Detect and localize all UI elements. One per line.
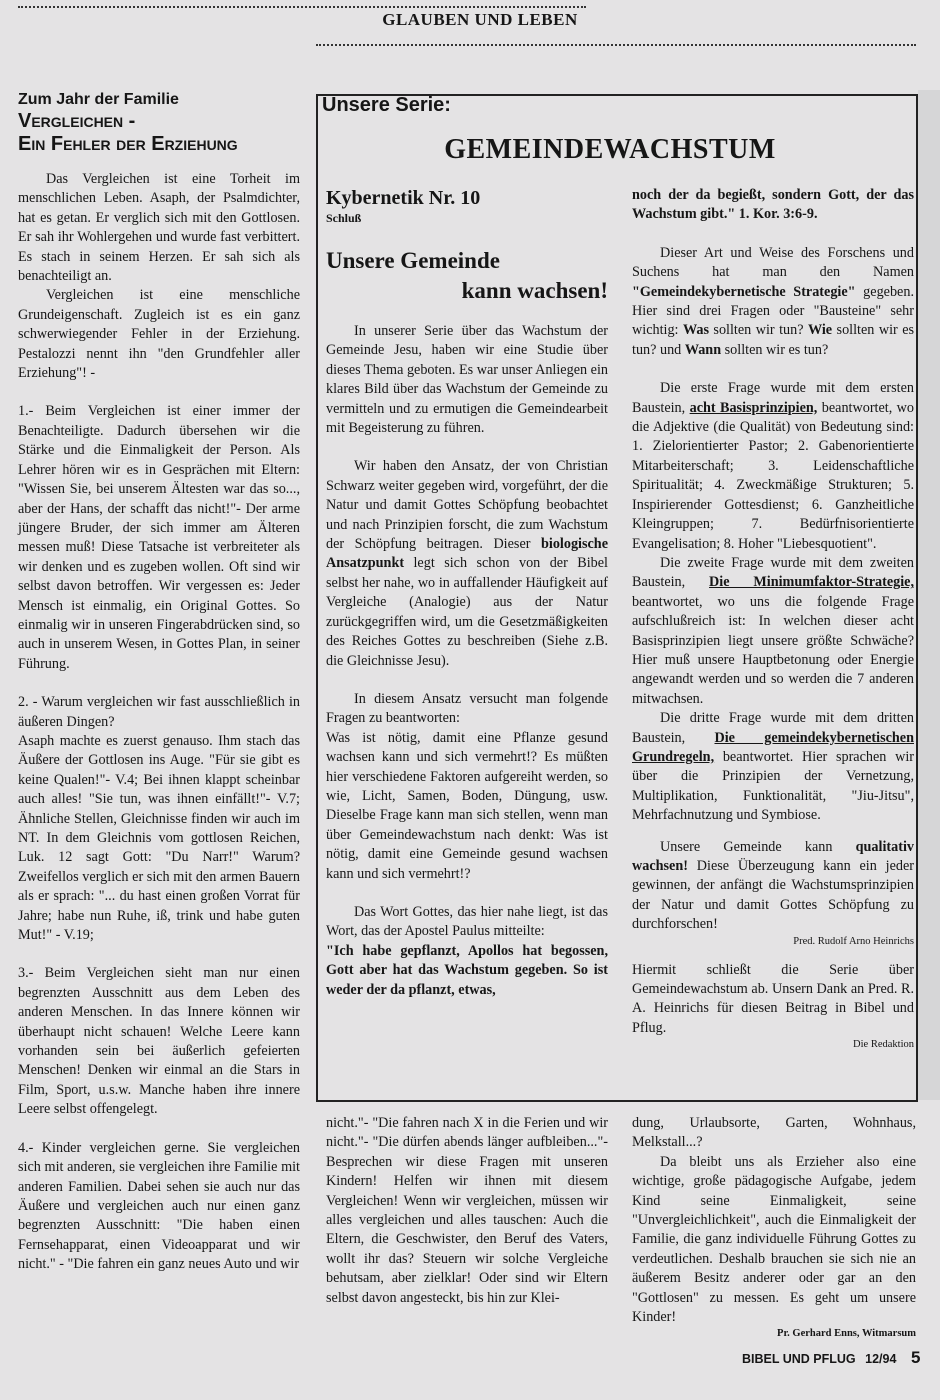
box-column-1 [326, 186, 608, 1000]
box-signature-1: Pred. Rudolf Arno Heinrichs [793, 935, 914, 947]
box-c2-quote-end: noch der da begießt, sondern Gott, der das Wachstum gibt." 1. Kor. 3:6-9. [632, 187, 914, 223]
box-column-2 [632, 186, 914, 1052]
header-rule-bottom [316, 44, 916, 46]
bottom-signature: Pr. Gerhard Enns, Witmarsum [777, 1328, 916, 1340]
article-kicker: Zum Jahr der Familie [18, 91, 179, 108]
left-paragraph-2: Vergleichen ist eine menschliche Grundeigenschaft. Zugleich ist es ein ganz schwerwiegender Fehler in der Erziehung. Pestalozzi nennt ihn "den Grundfehler aller Erziehung"! - [18, 287, 300, 382]
box-c2-paragraph-3: Die zweite Frage wurde mit dem zweiten Baustein, Die Minimumfaktor-Strategie, beantwortet, wo uns die folgende Frage aufschlußreich ist: In welchen dieser acht Basisprinzipien liegt unsere größte Schwäche? Hier muß unsere Hauptbetonung oder Energie angewandt werden und so werden die 7 anderen mitwachsen. [632, 554, 914, 707]
box-c1-paragraph-3: In diesem Ansatz versucht man folgende Fragen zu beantworten: [326, 690, 608, 727]
box-headline [326, 246, 608, 306]
left-paragraph-1: Das Vergleichen ist eine Torheit im menschlichen Leben. Asaph, der Psalmdichter, hat es getan. Er verglich sich mit den Gottlosen. Er sah ihr Wohlergehen und wurde fast verbittert. Es stach in seinem Herzen. Er sah sich als benachteiligt an. [18, 171, 300, 285]
box-c1-paragraph-1: In unserer Serie über das Wachstum der Gemeinde Jesu, haben wir eine Studie über dieses Thema geboten. Es war unser Anliegen ein klares Bild über das Wachstum der Gemeinde zu vermitteln und zu ermutigen die Gemeindearbeit mit Begeisterung zu führen. [326, 323, 608, 437]
header-rule-top [18, 6, 586, 8]
box-c2-paragraph-5: Unsere Gemeinde kann qualitativ wachsen! Diese Überzeugung kann ein jeder gewinnen, der anfängt die Wachstumsprinzipien der Natur und damit Gottes Schöpfung zu durchforschen! [632, 838, 914, 933]
box-signature-2: Die Redaktion [853, 1039, 914, 1051]
article-headline [18, 110, 300, 156]
bottom-middle-text: nicht."- "Die fahren nach X in die Ferien und wir nicht."- "Die dürfen abends länger aufbleiben..."- Besprechen wir diese Fragen mit unseren Kindern! Helfen wir ihnen mit diesem Vergleichen! Wenn wir vergleichen, müssen wir alles vergleichen und alles tauschen: Auch die Eltern, die Geschwister, den Beruf des Vaters, wollt ihr das? Steuern wir solche Vergleiche behutsam, aber zielklar! Oder sind wir Eltern selbst davon angesteckt, bis hin zur Klei- [326, 1115, 608, 1306]
page-number: 5 [911, 1348, 921, 1367]
bottom-right-column [632, 1114, 916, 1341]
box-c1-paragraph-4: Was ist nötig, damit eine Pflanze gesund wachsen kann und sich vermehrt!? Es müßten hier verschiedene Faktoren aufgereiht werden, so wie, Licht, Samen, Boden, Düngung, usw. Dieselbe Frage kann man sich stellen, wenn man über Gemeindewachstum nach denkt: Was ist nötig, damit eine Gemeinde gesund wachsen kann und sich vermehrt!? [326, 729, 608, 882]
box-headline-line-2: kann wachsen! [461, 278, 608, 303]
page-edge [918, 90, 940, 1100]
series-title: GEMEINDEWACHSTUM [444, 134, 776, 165]
box-c1-paragraph-5: Das Wort Gottes, das hier nahe liegt, ist das Wort, das der Apostel Paulus mitteilte: [326, 903, 608, 940]
left-paragraph-4b: Asaph machte es zuerst genauso. Ihm stach das Äußere der Gottlosen ins Auge. "Für sie gibt es keine Qualen!"- V.4; Bei ihnen klappt scheinbar auch alles! "Sie tun, was ihnen einfällt!"- V.7; Ähnliche Stellen, Gleichnisse finden wir auch im NT. In dem Gleichnis vom gottlosen Reichen, Luk. 12 sagt Gott: "Du Narr!" Warum? Zweifellos verglich er sich mit den armen Bauern als er sprach: "... du hast einen großen Vorrat für Jahre; habe nun Ruhe, iß, trink und habe guten Mut!" - V.19; [18, 732, 300, 944]
left-paragraph-6: 4.- Kinder vergleichen gerne. Sie vergleichen sich mit anderen, sie vergleichen ihre Familie mit anderen Familien. Dabei sehen sie auch nur das Äußere und vergleichen auch nur einen ganz begrenzten Ausschnitt: "Die haben einen Fernsehapparat, einen Videoapparat und wir nicht." - "Die fahren ein ganz neues Auto und wir [18, 1139, 300, 1273]
box-c2-paragraph-2: Die erste Frage wurde mit dem ersten Baustein, acht Basisprinzipien, beantwortet, wo die Adjektive (die Qualität) von Bedeutung sind: 1. Zielorientierter Pastor; 2. Gabenorientierte Mitarbeiterschaft; 3. Leidenschaftliche Spiritualität; 4. Zweckmäßige Strukturen; 5. Inspirierender Gottesdienst; 6. Ganzheitliche Kleingruppen; 7. Bedürfnisorientierte Evangelisation; 8. Hoher "Liebesquotient". [632, 380, 914, 552]
box-c1-quote: "Ich habe gepflanzt, Apollos hat begossen, Gott aber hat das Wachstum gegeben. So ist weder der da pflanzt, etwas, [326, 942, 608, 998]
left-article [18, 90, 300, 1275]
footer-magazine [742, 1352, 896, 1366]
bottom-right-paragraph-2: Da bleibt uns als Erzieher also eine wichtige, große pädagogische Aufgabe, jedem Kind seine Einmaligkeit, seine "Unvergleichlichkeit", auch die Einmaligkeit der Familie, die ganz individuelle Führung Gottes zu verdeutlichen. Deshalb brauchen sie sich nie an äußerem Besitz anderer oder gar an den "Gottlosen" zu messen. Es geht um unsere Kinder! [632, 1153, 916, 1326]
box-c2-paragraph-6: Hiermit schließt die Serie über Gemeindewachstum ab. Unsern Dank an Pred. R. A. Heinrichs für diesen Beitrag in Bibel und Pflug. [632, 961, 914, 1036]
series-label: Unsere Serie: [322, 94, 451, 116]
left-paragraph-3: 1.- Beim Vergleichen ist einer immer der Benachteiligte. Dadurch übersehen wir die Stärke und die Einmaligkeit der Person. Als Lehrer hören wir es in Gesprächen mit Eltern: "Wissen Sie, bei unserem Ältesten war das so..., aber der Hans, der schafft das nicht!"- Der arme jüngere Bruder, der sich immer am Älteren messen muß! Diese Tatsache ist verbreiteter als wir denken und es zugeben wollen. Oft sind wir selbst davon betroffen. Wir vergessen es: Jeder Mensch ist einmalig, ein Original Gottes. So einmalig wir in unseren Fingerabdrücken sind, so auch in unserem Wesen, in Gottes Plan, in seiner Führung. [18, 403, 300, 672]
bottom-middle-column [326, 1114, 608, 1308]
box-c2-paragraph-1: Dieser Art und Weise des Forschens und Suchens hat man den Namen "Gemeindekybernetische Strategie" gegeben. Hier sind drei Fragen oder "Bausteine" sehr wichtig: Was sollten wir tun? Wie sollten wir es tun? und Wann sollten wir es tun? [632, 244, 915, 358]
schluss-label: Schluß [326, 211, 362, 225]
headline-line-1: Vergleichen - [18, 110, 136, 132]
magazine-name: BIBEL UND PFLUG [742, 1352, 856, 1366]
box-c1-paragraph-2: Wir haben den Ansatz, der von Christian Schwarz weiter gegeben wird, vorgeführt, der die Natur und damit Gottes Schöpfung beobachtet und nach Prinzipien forscht, die zum Wachstum der Schöpfung beitragen. Dieser biologische Ansatzpunkt legt sich schon von der Bibel selbst her nahe, wo in auffallender Häufigkeit auf Vergleiche (Analogie) aus der Natur zurückgegriffen wird, um die Gesetzmäßigkeiten des Reiches Gottes zu beschreiben (Siehe z.B. die Gleichnisse Jesu). [326, 458, 608, 669]
bottom-right-paragraph-1: dung, Urlaubsorte, Garten, Wohnhaus, Melkstall...? [632, 1115, 916, 1151]
headline-line-2: Ein Fehler der Erziehung [18, 133, 238, 155]
left-paragraph-4a: 2. - Warum vergleichen wir fast ausschließlich in äußeren Dingen? [18, 694, 300, 730]
section-header: GLAUBEN UND LEBEN [382, 10, 578, 29]
issue-number: 12/94 [865, 1352, 897, 1366]
left-paragraph-5: 3.- Beim Vergleichen sieht man nur einen begrenzten Ausschnitt aus dem Leben des anderen Menschen. In das Innere können wir überhaupt nicht schauen! Welche Leere kann vorhanden sein bei äußerlich gefeierten Menschen! Denken wir einmal an die Stars in Film, Sport, u.s.w. Manche haben ihre innere Leere selbst offengelegt. [18, 965, 300, 1118]
box-headline-line-1: Unsere Gemeinde [326, 248, 500, 273]
kybernetik-number: Kybernetik Nr. 10 [326, 187, 481, 209]
box-c2-paragraph-4: Die dritte Frage wurde mit dem dritten Baustein, Die gemeindekybernetischen Grundregeln, beantwortet. Hier sprachen wir über die Prinzipien der Vernetzung, Multiplikation, Funktionalität, "Jiu-Jitsu", Mehrfachnutzung und Symbiose. [632, 710, 914, 824]
